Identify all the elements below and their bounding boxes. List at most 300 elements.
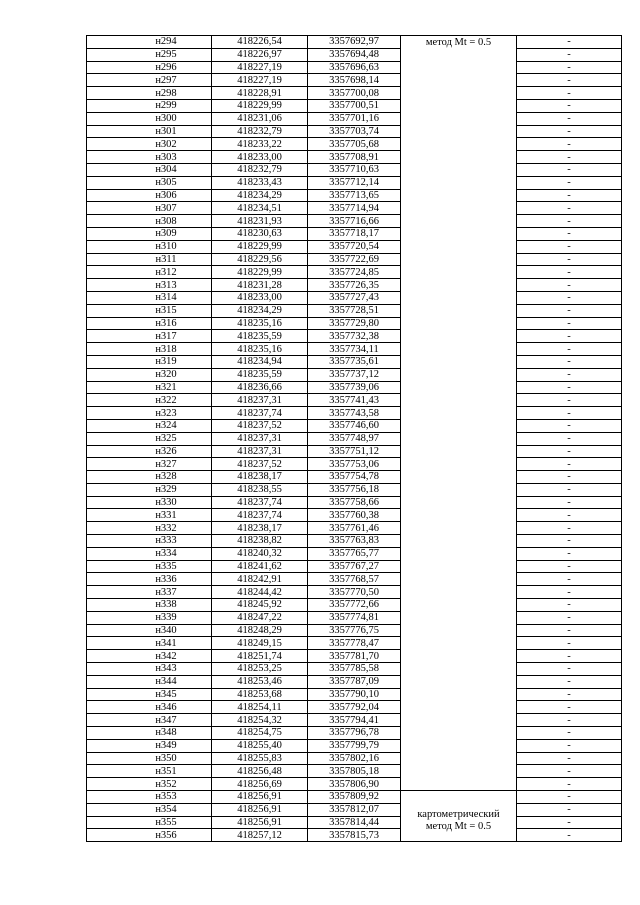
point-name-cell: н314 — [87, 291, 212, 304]
point-name-cell: н309 — [87, 227, 212, 240]
y-coordinate-cell: 3357768,57 — [308, 573, 401, 586]
point-name-cell: н336 — [87, 573, 212, 586]
x-coordinate-cell: 418247,22 — [212, 611, 308, 624]
x-coordinate-cell: 418233,00 — [212, 291, 308, 304]
point-name-cell: н348 — [87, 727, 212, 740]
table-row — [87, 522, 622, 535]
point-name-cell: н340 — [87, 624, 212, 637]
y-coordinate-cell: 3357727,43 — [308, 291, 401, 304]
x-coordinate-cell: 418237,31 — [212, 445, 308, 458]
x-coordinate-cell: 418235,16 — [212, 317, 308, 330]
method-text: метод Mt = 0.5 — [425, 37, 492, 48]
y-coordinate-cell: 3357796,78 — [308, 727, 401, 740]
point-name-cell: н344 — [87, 675, 212, 688]
y-coordinate-cell: 3357792,04 — [308, 701, 401, 714]
y-coordinate-cell: 3357761,46 — [308, 522, 401, 535]
y-coordinate-cell: 3357772,66 — [308, 599, 401, 612]
point-name-cell: н354 — [87, 803, 212, 816]
value-cell: - — [517, 138, 622, 151]
page-top-edge — [0, 0, 640, 18]
value-cell: - — [517, 599, 622, 612]
y-coordinate-cell: 3357739,06 — [308, 381, 401, 394]
x-coordinate-cell: 418231,28 — [212, 279, 308, 292]
value-cell: - — [517, 791, 622, 804]
table-row — [87, 125, 622, 138]
value-cell: - — [517, 304, 622, 317]
table-row — [87, 650, 622, 663]
value-cell: - — [517, 432, 622, 445]
point-name-cell: н332 — [87, 522, 212, 535]
value-cell: - — [517, 522, 622, 535]
value-cell: - — [517, 778, 622, 791]
point-name-cell: н308 — [87, 215, 212, 228]
y-coordinate-cell: 3357698,14 — [308, 74, 401, 87]
x-coordinate-cell: 418229,99 — [212, 266, 308, 279]
table-row — [87, 317, 622, 330]
value-cell: - — [517, 291, 622, 304]
table-row — [87, 535, 622, 548]
value-cell: - — [517, 637, 622, 650]
value-cell: - — [517, 624, 622, 637]
value-cell: - — [517, 445, 622, 458]
y-coordinate-cell: 3357696,63 — [308, 61, 401, 74]
point-name-cell: н304 — [87, 163, 212, 176]
y-coordinate-cell: 3357703,74 — [308, 125, 401, 138]
point-name-cell: н325 — [87, 432, 212, 445]
table-row — [87, 151, 622, 164]
x-coordinate-cell: 418234,29 — [212, 304, 308, 317]
method-text-line2: метод Mt = 0.5 — [425, 821, 492, 833]
x-coordinate-cell: 418251,74 — [212, 650, 308, 663]
x-coordinate-cell: 418240,32 — [212, 547, 308, 560]
x-coordinate-cell: 418238,55 — [212, 483, 308, 496]
x-coordinate-cell: 418233,00 — [212, 151, 308, 164]
x-coordinate-cell: 418237,52 — [212, 458, 308, 471]
value-cell: - — [517, 650, 622, 663]
table-row — [87, 279, 622, 292]
value-cell: - — [517, 125, 622, 138]
table-row — [87, 778, 622, 791]
table-row — [87, 509, 622, 522]
point-name-cell: н337 — [87, 586, 212, 599]
y-coordinate-cell: 3357741,43 — [308, 394, 401, 407]
value-cell: - — [517, 483, 622, 496]
x-coordinate-cell: 418226,54 — [212, 36, 308, 49]
y-coordinate-cell: 3357735,61 — [308, 355, 401, 368]
value-cell: - — [517, 458, 622, 471]
value-cell: - — [517, 87, 622, 100]
x-coordinate-cell: 418248,29 — [212, 624, 308, 637]
table-row — [87, 586, 622, 599]
y-coordinate-cell: 3357700,08 — [308, 87, 401, 100]
value-cell: - — [517, 547, 622, 560]
y-coordinate-cell: 3357765,77 — [308, 547, 401, 560]
point-name-cell: н353 — [87, 791, 212, 804]
point-name-cell: н299 — [87, 99, 212, 112]
x-coordinate-cell: 418256,91 — [212, 791, 308, 804]
point-name-cell: н339 — [87, 611, 212, 624]
y-coordinate-cell: 3357806,90 — [308, 778, 401, 791]
point-name-cell: н331 — [87, 509, 212, 522]
table-row — [87, 87, 622, 100]
point-name-cell: н355 — [87, 816, 212, 829]
y-coordinate-cell: 3357758,66 — [308, 496, 401, 509]
x-coordinate-cell: 418249,15 — [212, 637, 308, 650]
value-cell: - — [517, 739, 622, 752]
value-cell: - — [517, 215, 622, 228]
table-row — [87, 458, 622, 471]
table-row — [87, 74, 622, 87]
x-coordinate-cell: 418253,46 — [212, 675, 308, 688]
point-name-cell: н316 — [87, 317, 212, 330]
x-coordinate-cell: 418230,63 — [212, 227, 308, 240]
y-coordinate-cell: 3357785,58 — [308, 663, 401, 676]
table-row — [87, 253, 622, 266]
x-coordinate-cell: 418238,82 — [212, 535, 308, 548]
value-cell: - — [517, 227, 622, 240]
y-coordinate-cell: 3357713,65 — [308, 189, 401, 202]
point-name-cell: н351 — [87, 765, 212, 778]
point-name-cell: н346 — [87, 701, 212, 714]
x-coordinate-cell: 418236,66 — [212, 381, 308, 394]
table-row — [87, 394, 622, 407]
x-coordinate-cell: 418255,83 — [212, 752, 308, 765]
y-coordinate-cell: 3357700,51 — [308, 99, 401, 112]
point-name-cell: н356 — [87, 829, 212, 842]
y-coordinate-cell: 3357794,41 — [308, 714, 401, 727]
x-coordinate-cell: 418231,93 — [212, 215, 308, 228]
value-cell: - — [517, 61, 622, 74]
value-cell: - — [517, 253, 622, 266]
value-cell: - — [517, 74, 622, 87]
x-coordinate-cell: 418237,74 — [212, 496, 308, 509]
table-row — [87, 304, 622, 317]
point-name-cell: н333 — [87, 535, 212, 548]
x-coordinate-cell: 418229,99 — [212, 240, 308, 253]
table-row — [87, 714, 622, 727]
y-coordinate-cell: 3357776,75 — [308, 624, 401, 637]
table-row — [87, 368, 622, 381]
table-row — [87, 727, 622, 740]
value-cell: - — [517, 560, 622, 573]
point-name-cell: н306 — [87, 189, 212, 202]
y-coordinate-cell: 3357705,68 — [308, 138, 401, 151]
y-coordinate-cell: 3357708,91 — [308, 151, 401, 164]
x-coordinate-cell: 418237,52 — [212, 419, 308, 432]
y-coordinate-cell: 3357743,58 — [308, 407, 401, 420]
table-row — [87, 176, 622, 189]
x-coordinate-cell: 418237,74 — [212, 509, 308, 522]
point-name-cell: н301 — [87, 125, 212, 138]
x-coordinate-cell: 418234,29 — [212, 189, 308, 202]
y-coordinate-cell: 3357781,70 — [308, 650, 401, 663]
x-coordinate-cell: 418253,68 — [212, 688, 308, 701]
x-coordinate-cell: 418226,97 — [212, 48, 308, 61]
point-name-cell: н294 — [87, 36, 212, 49]
table-row — [87, 202, 622, 215]
value-cell: - — [517, 381, 622, 394]
value-cell: - — [517, 611, 622, 624]
x-coordinate-cell: 418254,32 — [212, 714, 308, 727]
table-row — [87, 432, 622, 445]
point-name-cell: н352 — [87, 778, 212, 791]
point-name-cell: н349 — [87, 739, 212, 752]
table-row — [87, 560, 622, 573]
x-coordinate-cell: 418233,22 — [212, 138, 308, 151]
point-name-cell: н323 — [87, 407, 212, 420]
x-coordinate-cell: 418237,31 — [212, 432, 308, 445]
y-coordinate-cell: 3357763,83 — [308, 535, 401, 548]
y-coordinate-cell: 3357799,79 — [308, 739, 401, 752]
x-coordinate-cell: 418232,79 — [212, 125, 308, 138]
x-coordinate-cell: 418257,12 — [212, 829, 308, 842]
y-coordinate-cell: 3357802,16 — [308, 752, 401, 765]
table-row — [87, 330, 622, 343]
y-coordinate-cell: 3357722,69 — [308, 253, 401, 266]
point-name-cell: н296 — [87, 61, 212, 74]
table-row — [87, 99, 622, 112]
point-name-cell: н327 — [87, 458, 212, 471]
y-coordinate-cell: 3357729,80 — [308, 317, 401, 330]
y-coordinate-cell: 3357732,38 — [308, 330, 401, 343]
point-name-cell: н298 — [87, 87, 212, 100]
y-coordinate-cell: 3357767,27 — [308, 560, 401, 573]
table-row — [87, 266, 622, 279]
value-cell: - — [517, 151, 622, 164]
point-name-cell: н300 — [87, 112, 212, 125]
point-name-cell: н329 — [87, 483, 212, 496]
x-coordinate-cell: 418254,75 — [212, 727, 308, 740]
value-cell: - — [517, 407, 622, 420]
table-row — [87, 829, 622, 842]
y-coordinate-cell: 3357726,35 — [308, 279, 401, 292]
point-name-cell: н312 — [87, 266, 212, 279]
y-coordinate-cell: 3357756,18 — [308, 483, 401, 496]
table-row — [87, 803, 622, 816]
table-row — [87, 752, 622, 765]
point-name-cell: н343 — [87, 663, 212, 676]
x-coordinate-cell: 418245,92 — [212, 599, 308, 612]
table-row — [87, 547, 622, 560]
value-cell: - — [517, 343, 622, 356]
x-coordinate-cell: 418256,69 — [212, 778, 308, 791]
point-name-cell: н330 — [87, 496, 212, 509]
y-coordinate-cell: 3357770,50 — [308, 586, 401, 599]
value-cell: - — [517, 509, 622, 522]
y-coordinate-cell: 3357805,18 — [308, 765, 401, 778]
value-cell: - — [517, 355, 622, 368]
table-row — [87, 163, 622, 176]
x-coordinate-cell: 418235,59 — [212, 368, 308, 381]
point-name-cell: н342 — [87, 650, 212, 663]
value-cell: - — [517, 99, 622, 112]
y-coordinate-cell: 3357712,14 — [308, 176, 401, 189]
y-coordinate-cell: 3357716,66 — [308, 215, 401, 228]
y-coordinate-cell: 3357753,06 — [308, 458, 401, 471]
point-name-cell: н347 — [87, 714, 212, 727]
value-cell: - — [517, 752, 622, 765]
table-row — [87, 496, 622, 509]
value-cell: - — [517, 368, 622, 381]
value-cell: - — [517, 803, 622, 816]
y-coordinate-cell: 3357692,97 — [308, 36, 401, 49]
table-row — [87, 445, 622, 458]
point-name-cell: н341 — [87, 637, 212, 650]
value-cell: - — [517, 573, 622, 586]
value-cell: - — [517, 176, 622, 189]
x-coordinate-cell: 418238,17 — [212, 471, 308, 484]
point-name-cell: н338 — [87, 599, 212, 612]
value-cell: - — [517, 765, 622, 778]
point-name-cell: н295 — [87, 48, 212, 61]
table-row — [87, 381, 622, 394]
x-coordinate-cell: 418237,31 — [212, 394, 308, 407]
table-row — [87, 624, 622, 637]
point-name-cell: н326 — [87, 445, 212, 458]
point-name-cell: н345 — [87, 688, 212, 701]
value-cell: - — [517, 202, 622, 215]
value-cell: - — [517, 394, 622, 407]
value-cell: - — [517, 535, 622, 548]
point-name-cell: н322 — [87, 394, 212, 407]
coordinates-table-body — [87, 36, 622, 842]
x-coordinate-cell: 418232,79 — [212, 163, 308, 176]
value-cell: - — [517, 675, 622, 688]
table-row — [87, 36, 622, 49]
point-name-cell: н315 — [87, 304, 212, 317]
table-row — [87, 227, 622, 240]
table-row — [87, 343, 622, 356]
value-cell: - — [517, 829, 622, 842]
point-name-cell: н310 — [87, 240, 212, 253]
method-cell-top — [401, 36, 517, 791]
point-name-cell: н311 — [87, 253, 212, 266]
x-coordinate-cell: 418254,11 — [212, 701, 308, 714]
x-coordinate-cell: 418237,74 — [212, 407, 308, 420]
value-cell: - — [517, 816, 622, 829]
point-name-cell: н334 — [87, 547, 212, 560]
table-row — [87, 701, 622, 714]
x-coordinate-cell: 418228,91 — [212, 87, 308, 100]
table-row — [87, 189, 622, 202]
value-cell: - — [517, 317, 622, 330]
table-row — [87, 739, 622, 752]
point-name-cell: н318 — [87, 343, 212, 356]
value-cell: - — [517, 240, 622, 253]
value-cell: - — [517, 727, 622, 740]
table-row — [87, 407, 622, 420]
coordinates-table — [86, 35, 622, 842]
point-name-cell: н307 — [87, 202, 212, 215]
x-coordinate-cell: 418231,06 — [212, 112, 308, 125]
x-coordinate-cell: 418256,91 — [212, 803, 308, 816]
value-cell: - — [517, 48, 622, 61]
y-coordinate-cell: 3357815,73 — [308, 829, 401, 842]
value-cell: - — [517, 36, 622, 49]
x-coordinate-cell: 418234,94 — [212, 355, 308, 368]
value-cell: - — [517, 279, 622, 292]
table-row — [87, 355, 622, 368]
table-row — [87, 611, 622, 624]
x-coordinate-cell: 418255,40 — [212, 739, 308, 752]
table-row — [87, 765, 622, 778]
x-coordinate-cell: 418242,91 — [212, 573, 308, 586]
x-coordinate-cell: 418235,16 — [212, 343, 308, 356]
point-name-cell: н324 — [87, 419, 212, 432]
value-cell: - — [517, 112, 622, 125]
table-row — [87, 215, 622, 228]
table-row — [87, 599, 622, 612]
value-cell: - — [517, 163, 622, 176]
x-coordinate-cell: 418238,17 — [212, 522, 308, 535]
y-coordinate-cell: 3357720,54 — [308, 240, 401, 253]
table-row — [87, 240, 622, 253]
point-name-cell: н305 — [87, 176, 212, 189]
y-coordinate-cell: 3357778,47 — [308, 637, 401, 650]
method-cell-bottom — [401, 791, 517, 842]
y-coordinate-cell: 3357814,44 — [308, 816, 401, 829]
y-coordinate-cell: 3357734,11 — [308, 343, 401, 356]
x-coordinate-cell: 418235,59 — [212, 330, 308, 343]
x-coordinate-cell: 418227,19 — [212, 61, 308, 74]
method-text-line1: картометрический — [417, 809, 500, 821]
table-row — [87, 291, 622, 304]
x-coordinate-cell: 418233,43 — [212, 176, 308, 189]
value-cell: - — [517, 688, 622, 701]
y-coordinate-cell: 3357812,07 — [308, 803, 401, 816]
y-coordinate-cell: 3357737,12 — [308, 368, 401, 381]
point-name-cell: н319 — [87, 355, 212, 368]
y-coordinate-cell: 3357714,94 — [308, 202, 401, 215]
y-coordinate-cell: 3357718,17 — [308, 227, 401, 240]
y-coordinate-cell: 3357754,78 — [308, 471, 401, 484]
y-coordinate-cell: 3357748,97 — [308, 432, 401, 445]
x-coordinate-cell: 418229,56 — [212, 253, 308, 266]
value-cell: - — [517, 714, 622, 727]
point-name-cell: н335 — [87, 560, 212, 573]
x-coordinate-cell: 418256,91 — [212, 816, 308, 829]
y-coordinate-cell: 3357790,10 — [308, 688, 401, 701]
value-cell: - — [517, 663, 622, 676]
table-row — [87, 138, 622, 151]
y-coordinate-cell: 3357724,85 — [308, 266, 401, 279]
x-coordinate-cell: 418234,51 — [212, 202, 308, 215]
table-row — [87, 816, 622, 829]
value-cell: - — [517, 701, 622, 714]
table-row — [87, 637, 622, 650]
table-row — [87, 663, 622, 676]
point-name-cell: н328 — [87, 471, 212, 484]
y-coordinate-cell: 3357760,38 — [308, 509, 401, 522]
x-coordinate-cell: 418229,99 — [212, 99, 308, 112]
table-row — [87, 688, 622, 701]
point-name-cell: н350 — [87, 752, 212, 765]
y-coordinate-cell: 3357809,92 — [308, 791, 401, 804]
value-cell: - — [517, 419, 622, 432]
value-cell: - — [517, 471, 622, 484]
point-name-cell: н297 — [87, 74, 212, 87]
table-row — [87, 483, 622, 496]
table-row — [87, 573, 622, 586]
y-coordinate-cell: 3357787,09 — [308, 675, 401, 688]
x-coordinate-cell: 418227,19 — [212, 74, 308, 87]
value-cell: - — [517, 586, 622, 599]
y-coordinate-cell: 3357710,63 — [308, 163, 401, 176]
point-name-cell: н302 — [87, 138, 212, 151]
x-coordinate-cell: 418253,25 — [212, 663, 308, 676]
point-name-cell: н313 — [87, 279, 212, 292]
value-cell: - — [517, 496, 622, 509]
